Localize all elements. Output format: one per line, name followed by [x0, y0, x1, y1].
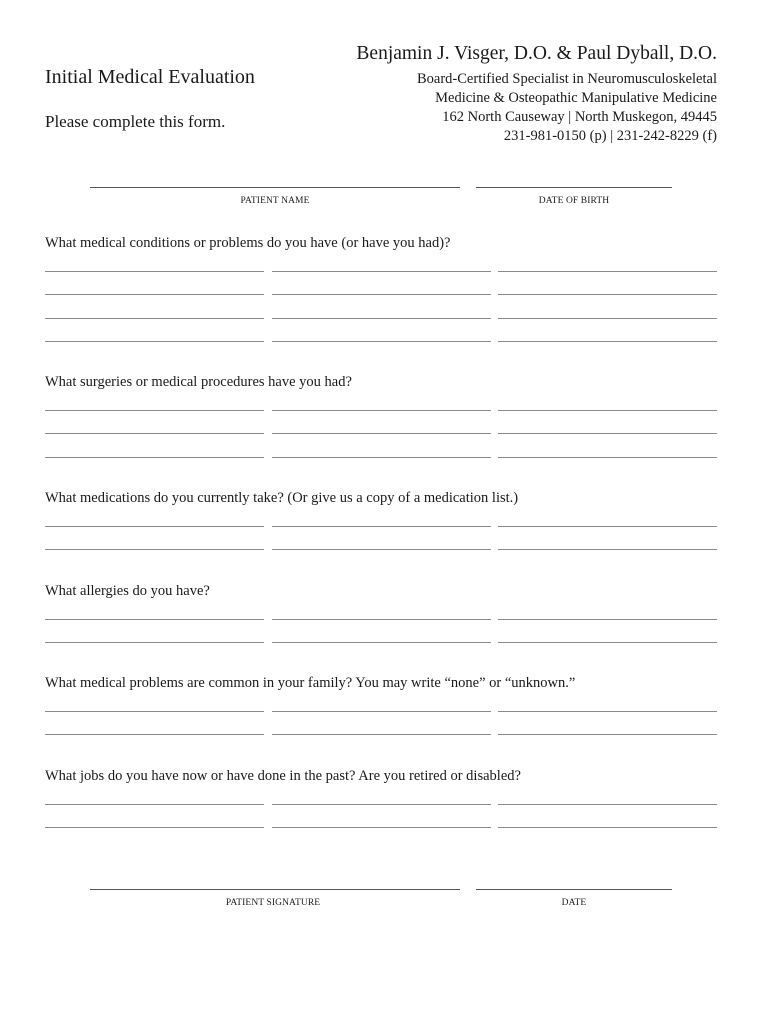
question-medications: What medications do you currently take? (Or give us a copy of a medication list.) — [45, 490, 519, 506]
answer-row — [45, 318, 717, 341]
answer-line[interactable] — [272, 457, 491, 458]
answer-line[interactable] — [272, 526, 491, 527]
answer-line[interactable] — [498, 642, 717, 643]
patient-name-field[interactable] — [90, 187, 460, 188]
answer-row — [45, 734, 717, 757]
form-instruction: Please complete this form. — [45, 112, 226, 131]
answer-line[interactable] — [45, 711, 264, 712]
answer-line[interactable] — [45, 619, 264, 620]
answer-row — [45, 642, 717, 665]
answer-lines-allergies[interactable] — [45, 619, 717, 666]
answer-line[interactable] — [498, 457, 717, 458]
answer-line[interactable] — [45, 271, 264, 272]
answer-line[interactable] — [272, 827, 491, 828]
answer-row — [45, 827, 717, 850]
answer-row — [45, 341, 717, 364]
answer-line[interactable] — [45, 294, 264, 295]
answer-line[interactable] — [498, 734, 717, 735]
signature-date-field[interactable] — [476, 889, 672, 890]
question-surgeries: What surgeries or medical procedures have you had? — [45, 374, 352, 390]
answer-row — [45, 294, 717, 317]
answer-line[interactable] — [498, 804, 717, 805]
answer-line[interactable] — [45, 433, 264, 434]
answer-line[interactable] — [272, 642, 491, 643]
answer-line[interactable] — [498, 619, 717, 620]
answer-row — [45, 549, 717, 572]
answer-lines-medications[interactable] — [45, 526, 717, 573]
answer-line[interactable] — [45, 318, 264, 319]
patient-signature-label: PATIENT SIGNATURE — [225, 898, 321, 908]
answer-row — [45, 526, 717, 549]
form-title: Initial Medical Evaluation — [45, 66, 255, 88]
answer-line[interactable] — [272, 734, 491, 735]
answer-row — [45, 457, 717, 480]
answer-row — [45, 271, 717, 294]
patient-signature-field[interactable] — [90, 889, 460, 890]
patient-name-label: PATIENT NAME — [240, 196, 310, 206]
question-jobs: What jobs do you have now or have done in the past? Are you retired or disabled? — [45, 768, 521, 784]
answer-line[interactable] — [45, 827, 264, 828]
answer-line[interactable] — [498, 294, 717, 295]
doctor-names: Benjamin J. Visger, D.O. & Paul Dyball, D.O. — [356, 43, 717, 64]
signature-date-label: DATE — [561, 898, 587, 908]
answer-lines-jobs[interactable] — [45, 804, 717, 851]
question-conditions: What medical conditions or problems do you have (or have you had)? — [45, 235, 451, 251]
specialty-line-1: Board-Certified Specialist in Neuromusculoskeletal — [417, 71, 717, 87]
date-of-birth-label: DATE OF BIRTH — [538, 196, 610, 206]
answer-line[interactable] — [272, 294, 491, 295]
answer-line[interactable] — [272, 410, 491, 411]
answer-line[interactable] — [45, 526, 264, 527]
answer-line[interactable] — [45, 642, 264, 643]
answer-line[interactable] — [272, 711, 491, 712]
answer-line[interactable] — [498, 526, 717, 527]
answer-lines-conditions[interactable] — [45, 271, 717, 365]
answer-line[interactable] — [45, 457, 264, 458]
answer-line[interactable] — [498, 271, 717, 272]
question-allergies: What allergies do you have? — [45, 583, 210, 599]
answer-line[interactable] — [272, 804, 491, 805]
answer-line[interactable] — [498, 341, 717, 342]
answer-line[interactable] — [45, 804, 264, 805]
answer-line[interactable] — [498, 711, 717, 712]
answer-line[interactable] — [272, 433, 491, 434]
answer-line[interactable] — [498, 433, 717, 434]
answer-line[interactable] — [272, 341, 491, 342]
answer-line[interactable] — [498, 827, 717, 828]
specialty-line-2: Medicine & Osteopathic Manipulative Medicine — [435, 90, 717, 106]
answer-line[interactable] — [272, 549, 491, 550]
answer-line[interactable] — [498, 410, 717, 411]
answer-line[interactable] — [272, 619, 491, 620]
answer-line[interactable] — [45, 410, 264, 411]
answer-lines-surgeries[interactable] — [45, 410, 717, 480]
question-family-history: What medical problems are common in your family? You may write “none” or “unknown.” — [45, 675, 576, 691]
practice-phone-fax: 231-981-0150 (p) | 231-242-8229 (f) — [503, 128, 717, 144]
answer-row — [45, 804, 717, 827]
answer-line[interactable] — [45, 549, 264, 550]
answer-line[interactable] — [272, 271, 491, 272]
answer-line[interactable] — [272, 318, 491, 319]
answer-lines-family-history[interactable] — [45, 711, 717, 758]
answer-line[interactable] — [498, 318, 717, 319]
date-of-birth-field[interactable] — [476, 187, 672, 188]
answer-row — [45, 711, 717, 734]
answer-row — [45, 619, 717, 642]
answer-line[interactable] — [498, 549, 717, 550]
answer-line[interactable] — [45, 734, 264, 735]
answer-row — [45, 433, 717, 456]
answer-row — [45, 410, 717, 433]
practice-address: 162 North Causeway | North Muskegon, 49445 — [442, 109, 717, 125]
answer-line[interactable] — [45, 341, 264, 342]
practice-info — [297, 42, 717, 146]
